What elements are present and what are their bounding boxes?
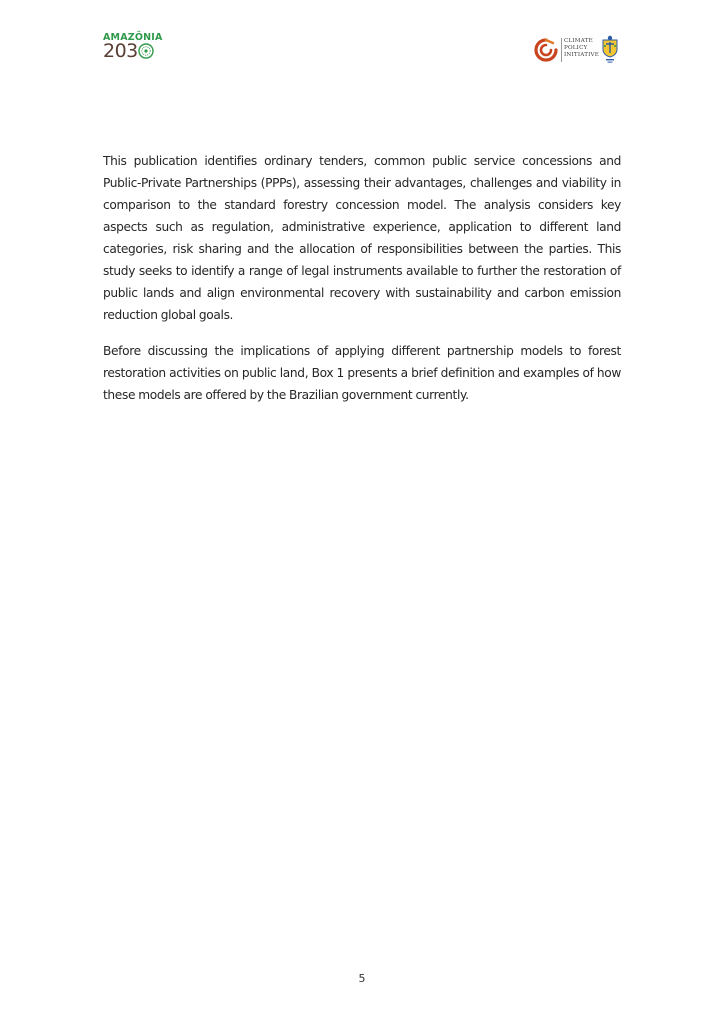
- amazonia-logo-word: AMAZÔNIA: [103, 32, 163, 43]
- cpi-logo-text: [564, 38, 599, 59]
- climate-policy-initiative-logo: [534, 34, 624, 64]
- paragraph-box-reference: Before discussing the implications of applying different partnership models to forest restoration activities on public land, Box 1 presents a brief definition and examples of how these models are offered by the Brazilian government currently.: [103, 344, 621, 402]
- cpi-line-2: POLICY: [564, 45, 588, 51]
- leaf-circle-icon: [138, 43, 154, 59]
- cpi-line-3: INITIATIVE: [564, 52, 600, 58]
- main-content: [103, 150, 621, 420]
- page-number: 5: [358, 972, 366, 985]
- puc-rio-crest-icon: [600, 34, 620, 64]
- logo-divider: [561, 38, 562, 62]
- amazonia-2030-logo: [103, 33, 167, 61]
- cpi-swirl-icon: [534, 38, 558, 62]
- amazonia-logo-year: [103, 41, 154, 61]
- cpi-line-1: CLIMATE: [564, 38, 593, 44]
- amazonia-logo-year-prefix: 203: [103, 40, 138, 62]
- paragraph-intro: This publication identifies ordinary tenders, common public service concessions and Public-Private Partnerships (PPPs), assessing their advantages, challenges and viability in comparison to the standard forestry concession model. The analysis considers key aspects such as regulation, administrative experience, application to different land categories, risk sharing and the allocation of responsibilities between the parties. This study seeks to identify a range of legal instruments available to further the restoration of public lands and align environmental recovery with sustainability and carbon emission reduction global goals.: [103, 154, 621, 322]
